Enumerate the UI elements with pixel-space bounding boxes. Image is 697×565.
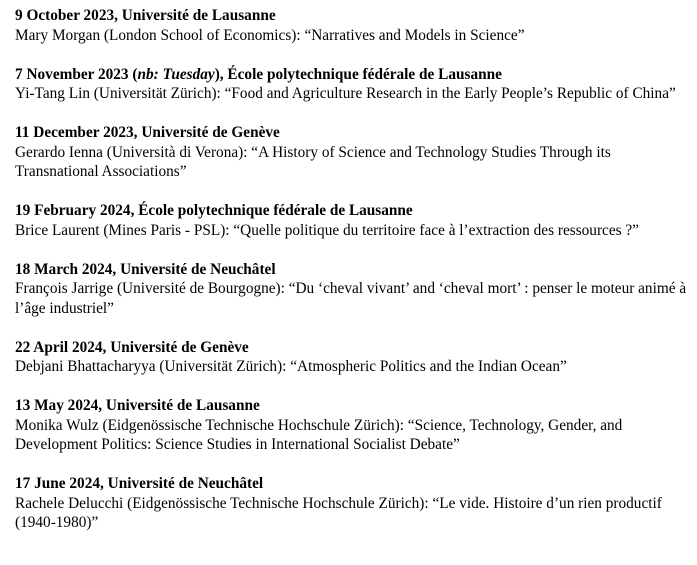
event-venue: Université de Genève	[137, 124, 280, 141]
event-entry	[15, 260, 687, 319]
event-venue: Université de Genève	[106, 338, 249, 356]
spacer	[15, 318, 687, 338]
event-date: 13 May 2024,	[15, 397, 103, 414]
event-speaker-talk: Monika Wulz (Eidgenössische Technische Hochschule Zürich): “Science, Technology, Gender, and Development Politics: Science Studies in International Socialist Debate”	[15, 416, 623, 453]
event-entry	[15, 474, 687, 533]
event-heading	[15, 123, 687, 143]
event-speaker-talk: Yi-Tang Lin (Universität Zürich): “Food and Agriculture Research in the Early People’s Republic of China”	[15, 85, 676, 102]
event-entry	[15, 65, 687, 104]
event-speaker-talk: Debjani Bhattacharyya (Universität Zürich): “Atmospheric Politics and the Indian Ocean”	[15, 358, 567, 375]
event-date: 19 February 2024,	[15, 202, 135, 219]
event-entry	[15, 396, 687, 455]
event-venue: Université de Neuchâtel	[116, 260, 276, 278]
event-entry	[15, 6, 687, 45]
event-speaker-talk: Brice Laurent (Mines Paris - PSL): “Quelle politique du territoire face à l’extraction des ressources ?”	[15, 221, 639, 239]
event-heading	[15, 474, 687, 494]
event-note-suffix: ),	[214, 65, 224, 83]
event-date: 17 June 2024,	[15, 475, 104, 492]
event-venue: École polytechnique fédérale de Lausanne	[134, 202, 413, 219]
event-date: 22 April 2024,	[15, 338, 107, 356]
event-note-prefix: (	[128, 65, 138, 83]
event-entry	[15, 338, 687, 377]
spacer	[15, 45, 687, 65]
spacer	[15, 240, 687, 260]
event-venue: École polytechnique fédérale de Lausanne	[223, 65, 502, 83]
event-note: nb: Tuesday	[137, 65, 215, 83]
event-speaker-talk: Mary Morgan (London School of Economics): “Narratives and Models in Science”	[15, 26, 525, 44]
event-date: 9 October 2023,	[15, 7, 118, 24]
event-heading	[15, 6, 687, 26]
event-venue: Université de Lausanne	[117, 7, 276, 24]
event-heading	[15, 65, 687, 85]
event-heading	[15, 396, 687, 416]
spacer	[15, 182, 687, 202]
event-venue: Université de Neuchâtel	[103, 475, 264, 492]
spacer	[15, 104, 687, 124]
event-venue: Université de Lausanne	[102, 397, 260, 414]
event-speaker-talk: Gerardo Ienna (Università di Verona): “A History of Science and Technology Studies Through its Transnational Associations”	[15, 143, 611, 180]
event-date: 18 March 2024,	[15, 260, 117, 278]
event-heading	[15, 201, 687, 221]
event-speaker-talk: François Jarrige (Université de Bourgogne): “Du ‘cheval vivant’ and ‘cheval mort’ : penser le moteur animé à l’âge industriel”	[15, 280, 687, 317]
event-heading	[15, 260, 687, 280]
event-date: 11 December 2023,	[15, 124, 138, 141]
spacer	[15, 455, 687, 475]
spacer	[15, 377, 687, 397]
event-entry	[15, 123, 687, 182]
event-speaker-talk: Rachele Delucchi (Eidgenössische Technische Hochschule Zürich): “Le vide. Histoire d’un rien productif (1940-1980)”	[15, 494, 662, 531]
event-date: 7 November 2023	[15, 65, 129, 83]
event-heading	[15, 338, 687, 358]
event-entry	[15, 201, 687, 240]
